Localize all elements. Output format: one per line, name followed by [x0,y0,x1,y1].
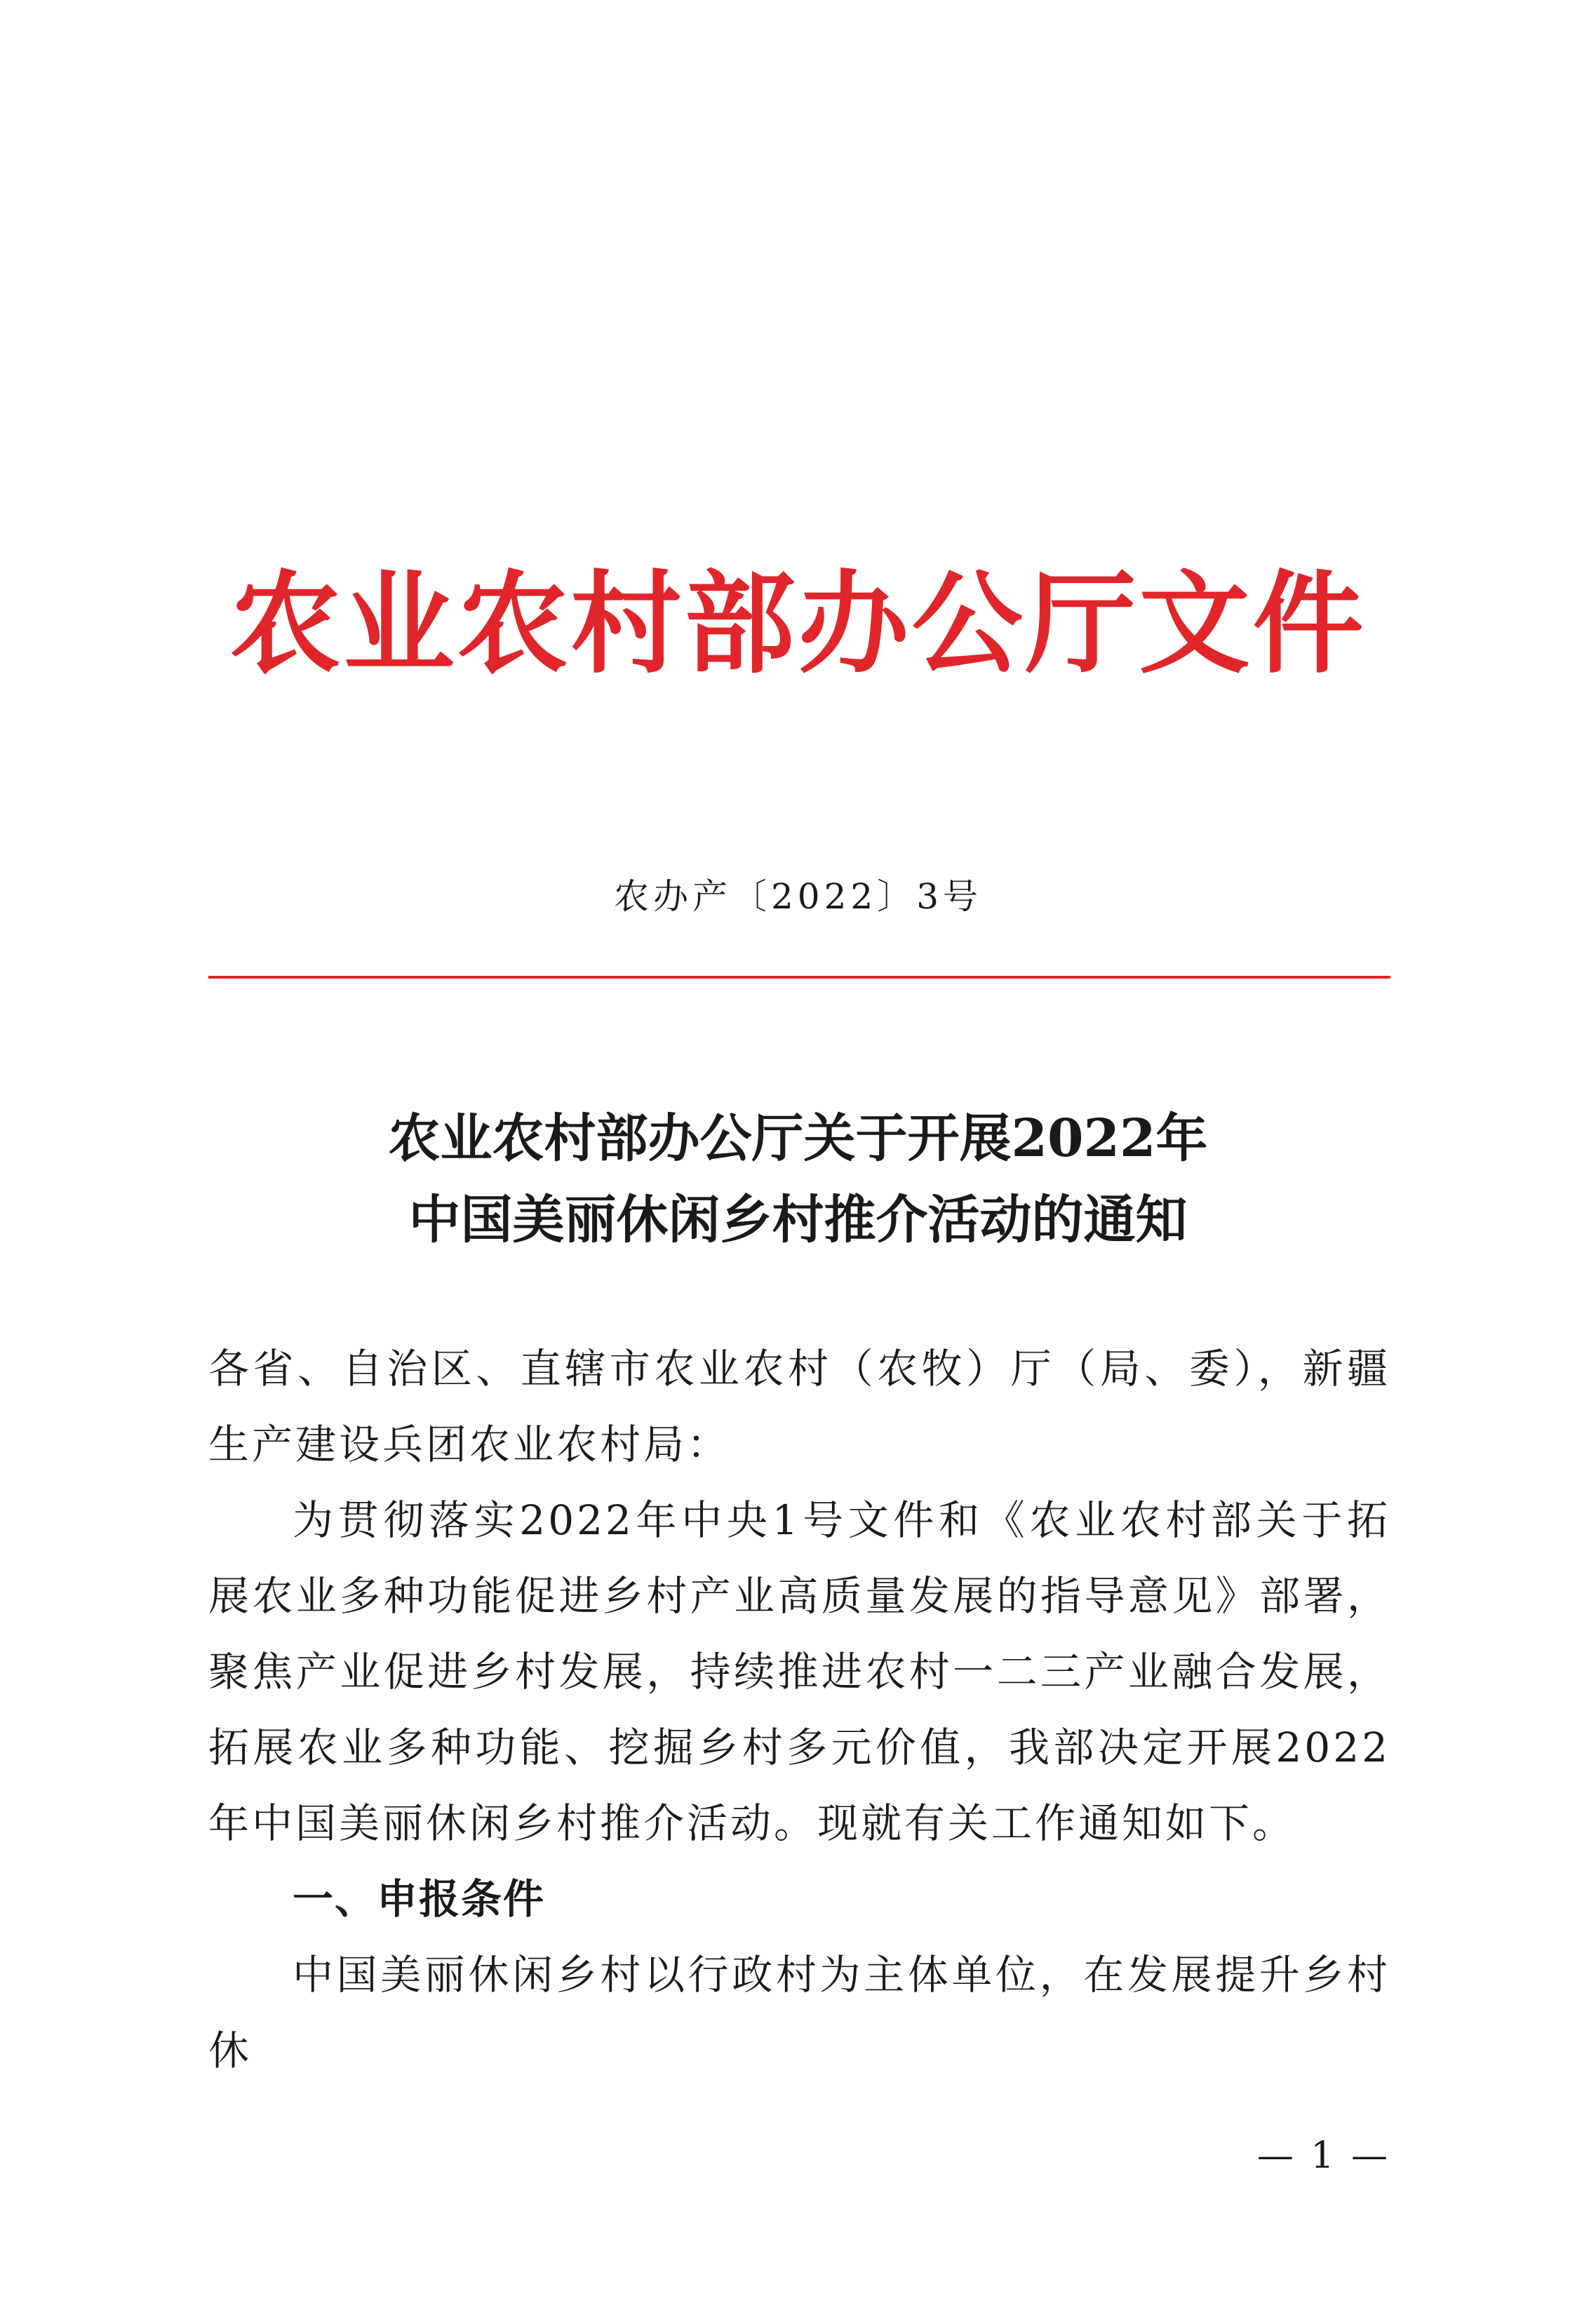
notice-title-line-2: 中国美丽休闲乡村推介活动的通知 [408,1190,1188,1250]
notice-title [0,1098,1596,1261]
notice-title-line-1: 农业农村部办公厅关于开展2022年 [388,1108,1208,1169]
section-heading-application-conditions: 一、申报条件 [293,1875,546,1923]
paragraph-intro: 为贯彻落实2022年中央1号文件和《农业农村部关于拓展农业多种功能促进乡村产业高质量发展的指导意见》部署，聚焦产业促进乡村发展，持续推进农村一二三产业融合发展，拓展农业多种功能、挖掘乡村多元价值，我部决定开展2022年中国美丽休闲乡村推介活动。现就有关工作通知如下。 [208,1496,1390,1847]
issuing-authority-header: 农业农村部办公厅文件 [229,559,1367,689]
page-number: — 1 — [1256,2135,1390,2177]
salutation: 各省、自治区、直辖市农业农村（农牧）厅（局、委），新疆生产建设兵团农业农村局： [208,1345,1390,1468]
document-body [208,1331,1390,2088]
document-number: 农办产〔2022〕3号 [613,876,983,917]
paragraph-application-conditions: 中国美丽休闲乡村以行政村为主体单位，在发展提升乡村休 [208,1951,1390,2074]
red-divider-line [208,976,1390,979]
